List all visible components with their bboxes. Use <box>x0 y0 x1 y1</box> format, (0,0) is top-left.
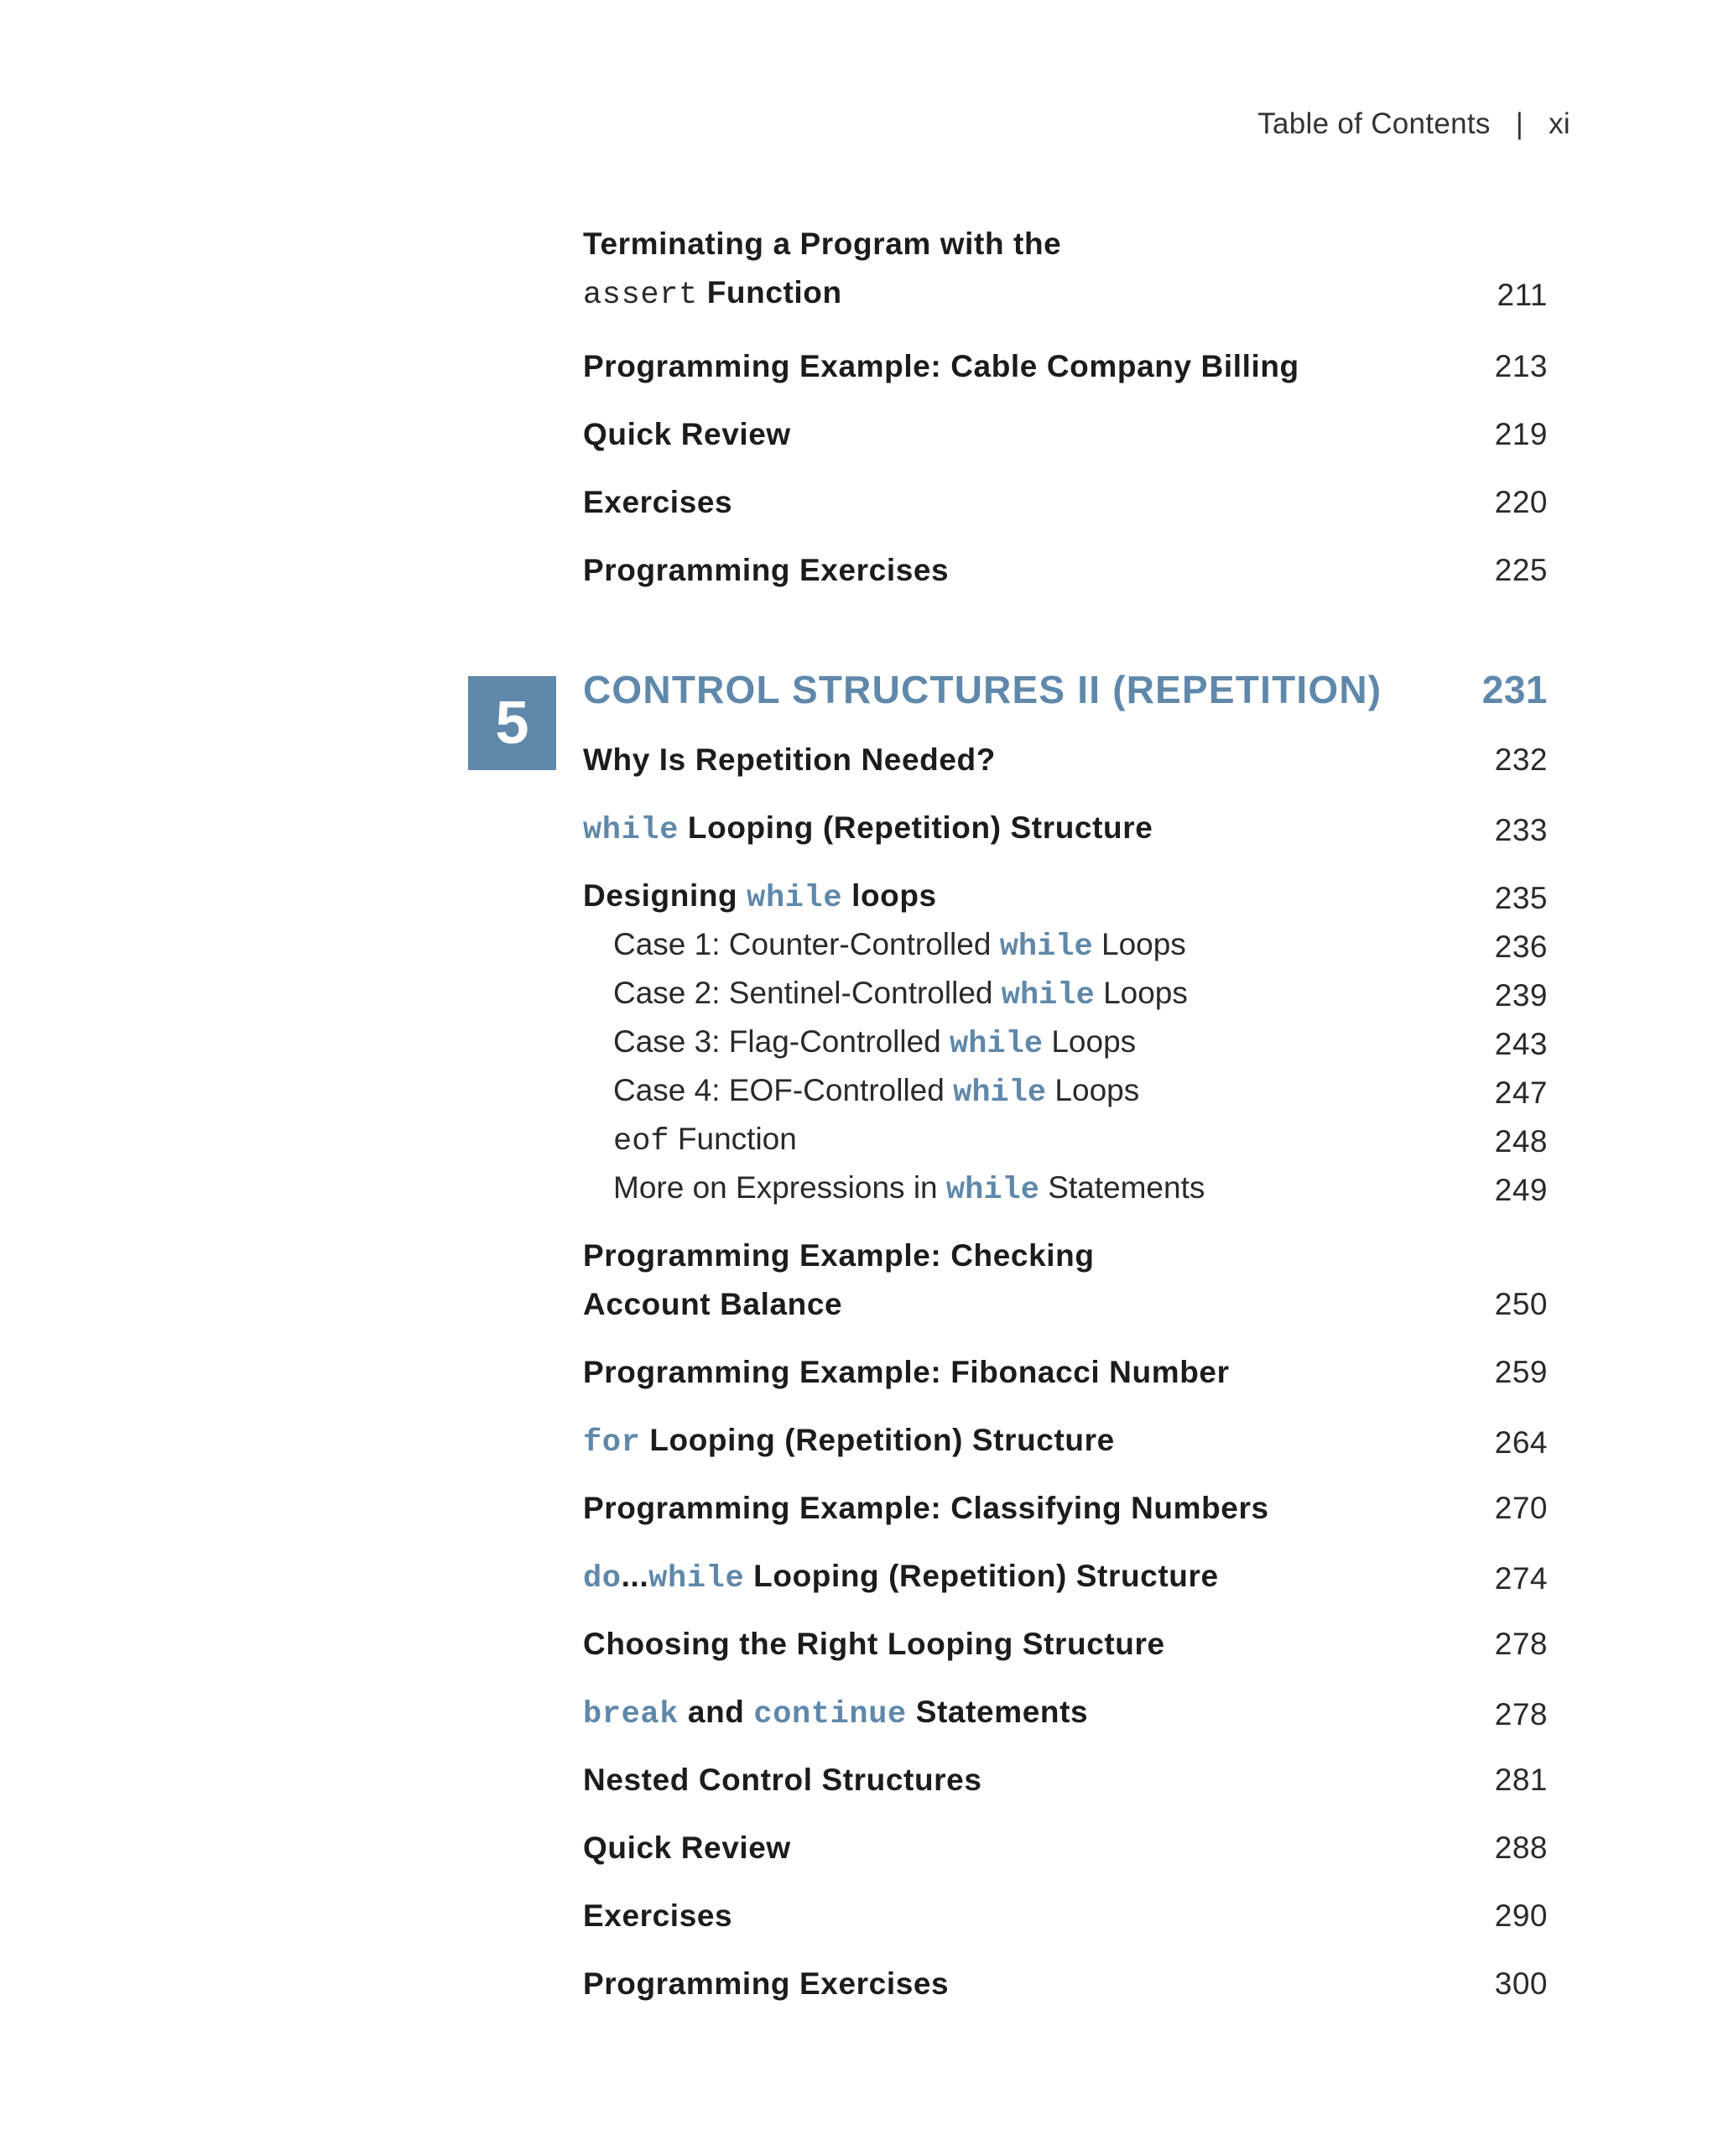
toc-entry-page: 249 <box>1494 1173 1548 1207</box>
toc-subentry-case1[interactable] <box>583 920 1548 971</box>
running-head-label: Table of Contents <box>1257 107 1491 140</box>
toc-entry-title: Designing while loops <box>583 878 937 916</box>
toc-entry-title: Exercises <box>583 485 733 519</box>
toc-subentry-eof[interactable] <box>583 1115 1548 1166</box>
toc-entry-title: Choosing the Right Looping Structure <box>583 1627 1165 1661</box>
running-head-page-number: xi <box>1549 107 1570 140</box>
toc-entry-page: 250 <box>1494 1287 1548 1321</box>
toc-entry-title: Case 1: Counter-Controlled while Loops <box>613 927 1186 965</box>
toc-entry-page: 270 <box>1494 1491 1548 1525</box>
toc-entry-page: 243 <box>1494 1027 1548 1061</box>
code-while: while <box>953 1075 1047 1111</box>
toc-entry-title: Programming Example: Classifying Numbers <box>583 1491 1269 1525</box>
toc-entry-classifying[interactable] <box>583 1484 1548 1533</box>
toc-entry-page: 248 <box>1494 1124 1548 1159</box>
toc-entry-page: 211 <box>1497 278 1548 312</box>
toc-entry-do-while[interactable] <box>583 1552 1548 1603</box>
toc-entry-title: while Looping (Repetition) Structure <box>583 810 1153 848</box>
toc-entry-title-line2: Account Balance <box>583 1287 843 1321</box>
toc-entry-page: 300 <box>1494 1966 1548 2001</box>
toc-entry-nested[interactable] <box>583 1756 1548 1804</box>
code-for: for <box>583 1425 641 1461</box>
toc-entry-page: 213 <box>1494 349 1548 383</box>
code-while: while <box>945 1173 1039 1208</box>
toc-entry-page: 235 <box>1494 881 1548 915</box>
toc-entry-title: for Looping (Repetition) Structure <box>583 1423 1115 1461</box>
code-while: while <box>648 1561 745 1596</box>
toc-entry-title: Programming Example: Fibonacci Number <box>583 1355 1230 1389</box>
toc-entry-exercises-4[interactable] <box>583 478 1548 527</box>
toc-entry-designing-while[interactable] <box>583 872 1548 923</box>
toc-subentry-case3[interactable] <box>583 1018 1548 1069</box>
toc-entry-exercises-5[interactable] <box>583 1892 1548 1940</box>
code-break: break <box>583 1697 679 1732</box>
code-assert: assert <box>583 278 698 313</box>
toc-entry-title: More on Expressions in while Statements <box>613 1170 1205 1208</box>
toc-entry-title <box>583 220 1061 320</box>
toc-entry-page: 232 <box>1494 742 1548 777</box>
toc-entry-title <box>583 1232 1095 1329</box>
toc-entry-title: Quick Review <box>583 1831 791 1865</box>
toc-entry-title: Programming Exercises <box>583 553 950 587</box>
chapter-number-badge: 5 <box>468 676 556 770</box>
toc-entry-title-line1: Terminating a Program with the <box>583 227 1062 261</box>
running-head <box>1257 107 1570 141</box>
toc-entry-page: 288 <box>1494 1831 1548 1865</box>
toc-entry-title: Case 3: Flag-Controlled while Loops <box>613 1024 1137 1062</box>
code-while: while <box>999 930 1093 965</box>
toc-entry-programming-exercises-5[interactable] <box>583 1960 1548 2008</box>
toc-entry-page: 219 <box>1494 417 1548 451</box>
toc-entry-while-structure[interactable] <box>583 804 1548 855</box>
toc-entry-title: break and continue Statements <box>583 1695 1089 1732</box>
toc-entry-title: Nested Control Structures <box>583 1763 982 1797</box>
toc-entry-title: Why Is Repetition Needed? <box>583 742 996 777</box>
running-head-separator: | <box>1515 107 1524 140</box>
chapter-page: 231 <box>1481 668 1548 711</box>
toc-entry-title-line1: Programming Example: Checking <box>583 1238 1095 1273</box>
toc-entry-title: Programming Example: Cable Company Billing <box>583 349 1299 383</box>
code-while: while <box>583 813 679 848</box>
toc-entry-checking-balance[interactable] <box>583 1232 1548 1329</box>
toc-entry-page: 225 <box>1494 553 1548 587</box>
toc-subentry-more-expressions[interactable] <box>583 1164 1548 1215</box>
toc-entry-fibonacci[interactable] <box>583 1348 1548 1397</box>
code-continue: continue <box>753 1697 907 1732</box>
toc-entry-choosing[interactable] <box>583 1620 1548 1669</box>
toc-entry-title: Programming Exercises <box>583 1966 950 2001</box>
code-while: while <box>1001 978 1095 1013</box>
toc-entry-title: do...while Looping (Repetition) Structure <box>583 1559 1219 1596</box>
code-while: while <box>950 1027 1044 1062</box>
toc-entry-title-line2: assert Function <box>583 275 842 313</box>
toc-entry-quick-review-5[interactable] <box>583 1824 1548 1872</box>
toc-entry-for-structure[interactable] <box>583 1416 1548 1467</box>
toc-entry-title: Case 2: Sentinel-Controlled while Loops <box>613 976 1188 1013</box>
toc-entry-page: 278 <box>1494 1627 1548 1661</box>
toc-entry-page: 281 <box>1494 1763 1548 1797</box>
toc-entry-page: 220 <box>1494 485 1548 519</box>
toc-entry-title: Exercises <box>583 1898 733 1933</box>
toc-entry-page: 259 <box>1494 1355 1548 1389</box>
toc-subentry-case2[interactable] <box>583 969 1548 1020</box>
toc-entry-title: Case 4: EOF-Controlled while Loops <box>613 1073 1140 1111</box>
toc-entry-title: Quick Review <box>583 417 791 451</box>
chapter-title: CONTROL STRUCTURES II (REPETITION) <box>583 668 1382 711</box>
code-do: do <box>583 1561 622 1596</box>
toc-entry-programming-exercises-4[interactable] <box>583 546 1548 595</box>
toc-entry-page: 233 <box>1494 813 1548 847</box>
toc-entry-break-continue[interactable] <box>583 1688 1548 1739</box>
toc-entry-title: eof Function <box>613 1122 797 1159</box>
toc-entry-page: 274 <box>1494 1561 1548 1596</box>
toc-entry-cable-billing[interactable] <box>583 342 1548 391</box>
toc-entry-page: 239 <box>1494 978 1548 1013</box>
toc-entry-page: 236 <box>1494 930 1548 964</box>
toc-entry-terminating-assert[interactable] <box>583 220 1548 320</box>
code-eof: eof <box>613 1124 669 1159</box>
toc-subentry-case4[interactable] <box>583 1066 1548 1117</box>
toc-entry-page: 247 <box>1494 1075 1548 1110</box>
toc-entry-page: 264 <box>1494 1425 1548 1460</box>
toc-entry-page: 290 <box>1494 1898 1548 1933</box>
toc-chapter-heading[interactable] <box>583 663 1548 716</box>
toc-entry-quick-review-4[interactable] <box>583 410 1548 459</box>
toc-entry-page: 278 <box>1494 1697 1548 1732</box>
code-while: while <box>747 881 843 916</box>
toc-entry-why-repetition[interactable] <box>583 736 1548 784</box>
